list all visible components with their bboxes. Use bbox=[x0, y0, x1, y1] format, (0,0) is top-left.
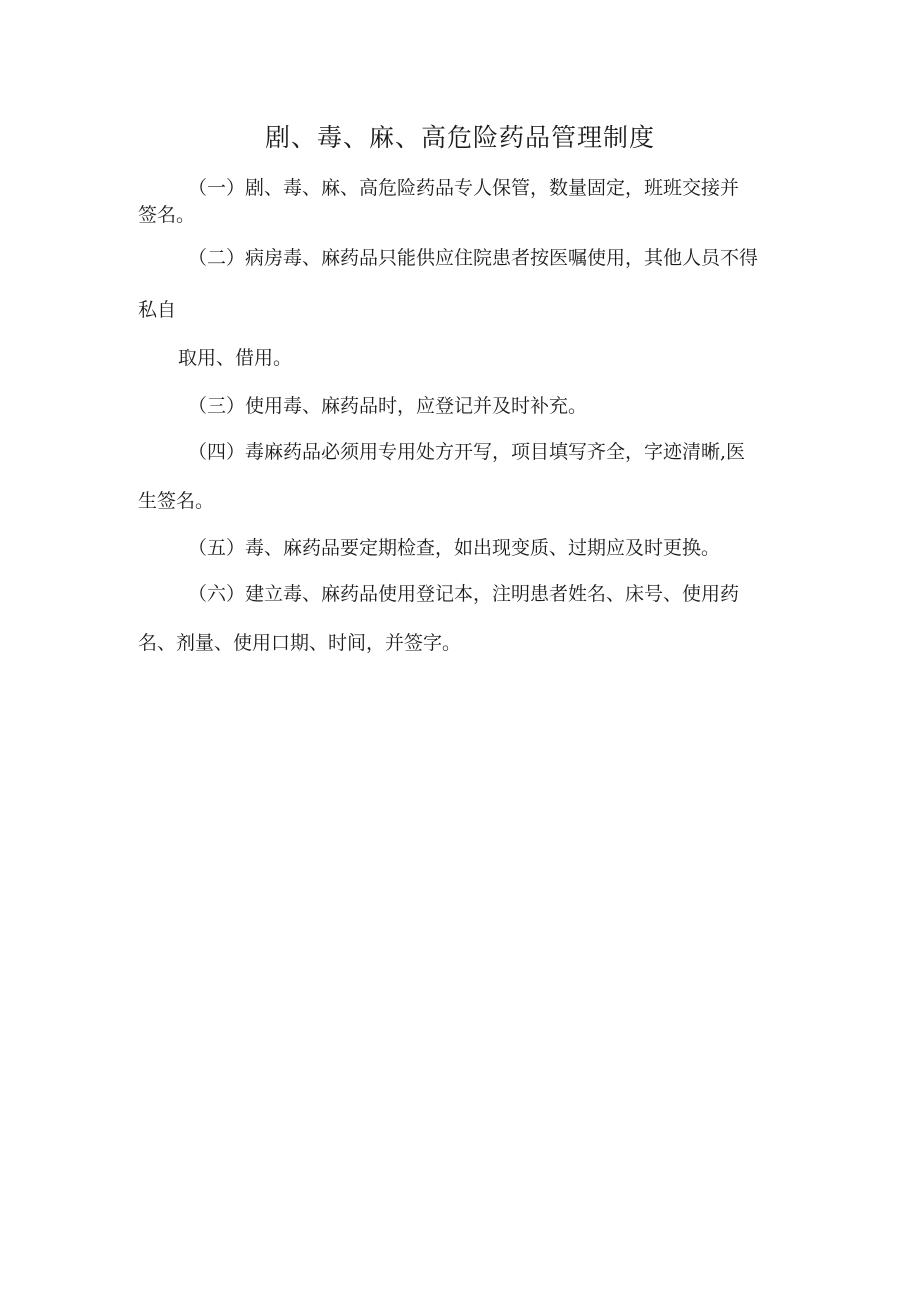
paragraph-6-line-2: 名、剂量、使用口期、时间，并签字。 bbox=[138, 632, 462, 654]
paragraph-2-line-2: 私自 bbox=[138, 299, 177, 321]
paragraph-4-line-1: （四）毒麻药品必须用专用处方开写，项目填写齐全，字迹清晰,医 bbox=[188, 441, 746, 463]
document-title: 剧、毒、麻、高危险药品管理制度 bbox=[264, 123, 655, 152]
paragraph-1-line-2: 签名。 bbox=[138, 204, 196, 226]
paragraph-4-line-2: 生签名。 bbox=[138, 490, 215, 512]
paragraph-2-line-3: 取用、借用。 bbox=[178, 347, 293, 369]
paragraph-1-line-1: （一）剧、毒、麻、高危险药品专人保管，数量固定，班班交接并 bbox=[188, 177, 740, 199]
paragraph-2-line-1: （二）病房毒、麻药品只能供应住院患者按医嘱使用，其他人员不得 bbox=[188, 247, 759, 269]
paragraph-6-line-1: （六）建立毒、麻药品使用登记本，注明患者姓名、床号、使用药 bbox=[188, 583, 740, 605]
paragraph-3-line-1: （三）使用毒、麻药品时，应登记并及时补充。 bbox=[188, 395, 588, 417]
paragraph-5-line-1: （五）毒、麻药品要定期检查，如出现变质、过期应及时更换。 bbox=[188, 537, 721, 559]
